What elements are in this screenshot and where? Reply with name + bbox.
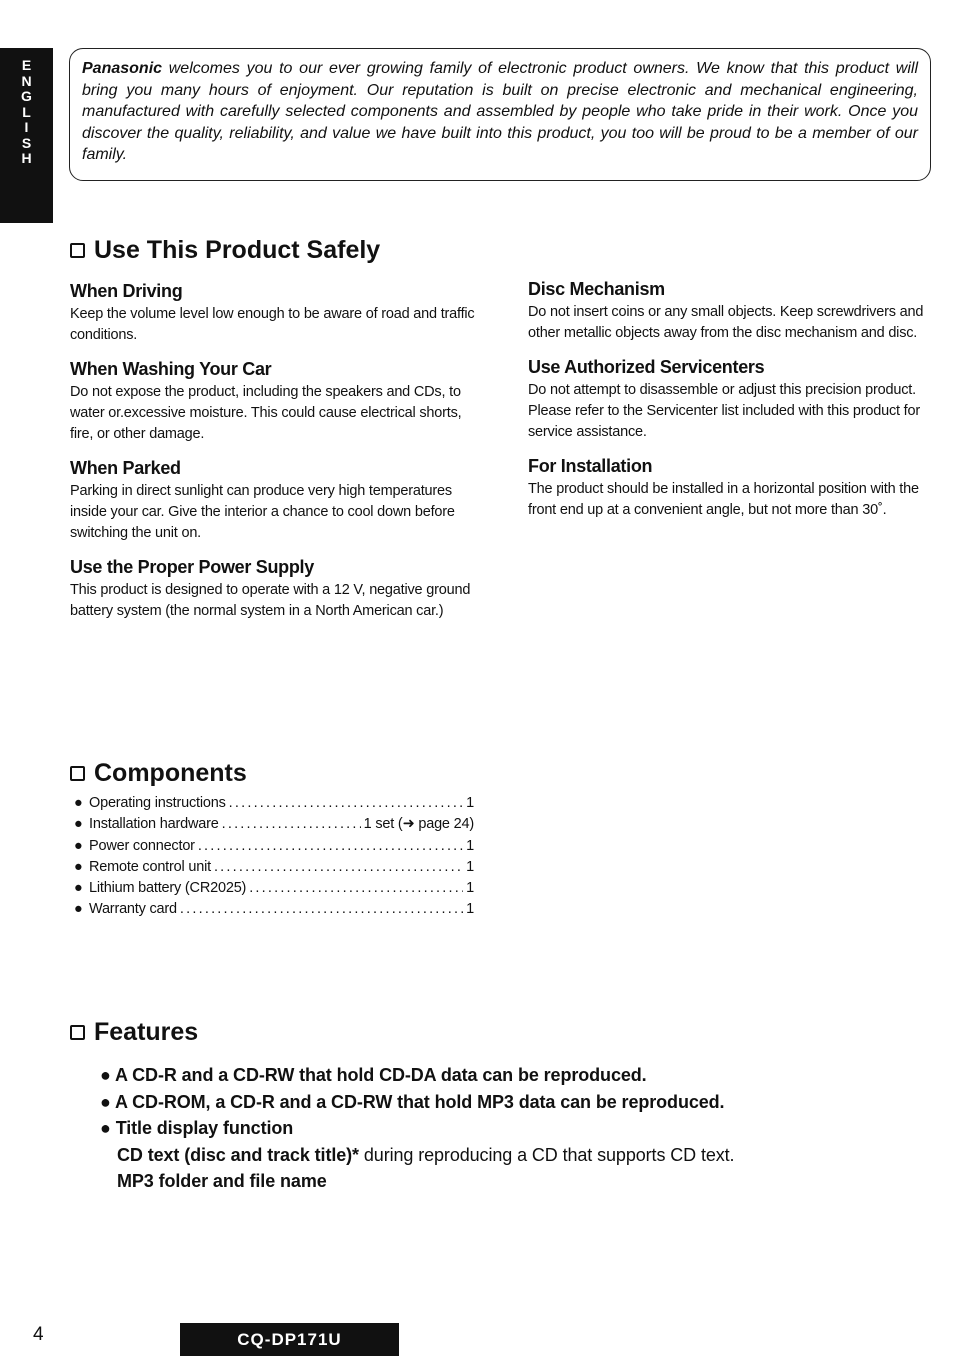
checkbox-icon <box>70 1025 85 1040</box>
components-list <box>74 793 474 921</box>
component-label: Power connector <box>89 837 195 854</box>
feature-text: A CD-R and a CD-RW that hold CD-DA data can be reproduced. <box>115 1065 647 1085</box>
component-quantity: 1 <box>466 795 474 811</box>
checkbox-icon <box>70 243 85 258</box>
bullet-icon: ● <box>74 901 83 918</box>
bullet-icon: ● <box>74 858 83 875</box>
feature-sub-bold: CD text (disc and track title)* <box>117 1144 359 1165</box>
feature-item <box>100 1115 900 1142</box>
feature-subitem <box>100 1168 900 1195</box>
component-quantity: 1 <box>466 837 474 854</box>
page-number: 4 <box>33 1324 44 1345</box>
item-heading: When Driving <box>70 281 183 301</box>
lang-letter: I <box>24 119 29 135</box>
safety-item <box>528 455 938 521</box>
list-item <box>74 878 474 899</box>
bullet-icon: ● <box>74 880 83 897</box>
bullet-icon: ● <box>74 795 83 811</box>
lang-letter: N <box>21 72 32 89</box>
lang-letter: G <box>21 88 32 104</box>
leader-dots <box>214 857 463 878</box>
component-label: Warranty card <box>89 901 177 918</box>
feature-text: Title display function <box>115 1118 294 1138</box>
feature-sub-text: MP3 folder and file name <box>117 1171 327 1191</box>
leader-dots <box>198 836 463 857</box>
welcome-body: welcomes you to our ever growing family of electronic product owners. We know that this product will bring you many hours of enjoyment. Our reputation is built on precise electronic and mechanical engineering, manufactured with carefully selected components and assembled by people who take pride in their work. Once you discover the quality, reliability, and value we have built into this product, you too will be proud to be a member of our family. <box>82 60 918 163</box>
brand-name: Panasonic <box>82 60 163 77</box>
item-body: Do not attempt to disassemble or adjust this precision product. Please refer to the Servicenter list included with this product for service assistance. <box>528 382 920 440</box>
safety-item <box>528 278 938 344</box>
item-heading: When Parked <box>70 458 181 478</box>
item-heading: When Washing Your Car <box>70 359 272 379</box>
feature-item <box>100 1062 900 1089</box>
item-heading: Use Authorized Servicenters <box>528 357 765 377</box>
model-label <box>180 1323 399 1356</box>
component-quantity: 1 <box>466 858 474 875</box>
list-item <box>74 836 474 857</box>
item-heading: For Installation <box>528 456 653 476</box>
component-label: Installation hardware <box>89 816 219 833</box>
features-section-title <box>70 1018 198 1047</box>
component-quantity: 1 <box>466 880 474 897</box>
list-item <box>74 899 474 920</box>
language-tab <box>0 48 53 223</box>
components-section-title <box>70 759 247 788</box>
item-body: Do not expose the product, including the speakers and CDs, to water or.excessive moisture. This could cause electrical shorts, fire, or other damage. <box>70 384 462 442</box>
safety-item <box>70 556 480 622</box>
leader-dots <box>222 814 361 835</box>
safety-item <box>70 280 480 346</box>
feature-text: A CD-ROM, a CD-R and a CD-RW that hold MP3 data can be reproduced. <box>115 1091 725 1112</box>
feature-item <box>100 1089 900 1116</box>
bullet-icon: ● <box>100 1065 116 1085</box>
component-quantity: 1 set (➜ page 24) <box>363 816 474 833</box>
safety-item <box>70 358 480 445</box>
component-label: Lithium battery (CR2025) <box>89 880 247 897</box>
lang-letter: H <box>21 150 32 166</box>
feature-subitem <box>100 1142 900 1169</box>
safety-item <box>528 356 938 443</box>
bullet-icon: ● <box>100 1118 116 1138</box>
item-body: Keep the volume level low enough to be aware of road and traffic conditions. <box>70 306 475 343</box>
model-text: CQ-DP171U <box>237 1329 342 1349</box>
feature-sub-normal: during reproducing a CD that supports CD text. <box>358 1144 735 1165</box>
lang-letter: E <box>21 57 32 73</box>
item-heading: Disc Mechanism <box>528 279 665 299</box>
list-item <box>74 814 474 835</box>
lang-letter: L <box>22 103 31 120</box>
item-body: Parking in direct sunlight can produce very high temperatures inside your car. Give the interior a chance to cool down before switching the unit on. <box>70 483 455 541</box>
bullet-icon: ● <box>74 816 83 833</box>
safety-item <box>70 457 480 544</box>
components-title-text: Components <box>94 759 247 787</box>
features-list <box>100 1062 900 1195</box>
item-body: The product should be installed in a horizontal position with the front end up at a convenient angle, but not more than 30˚. <box>528 481 919 518</box>
welcome-box <box>69 48 931 181</box>
safety-right-column <box>528 278 938 533</box>
leader-dots <box>229 793 463 814</box>
bullet-icon: ● <box>74 837 83 854</box>
component-quantity: 1 <box>466 901 474 918</box>
lang-letter: S <box>21 134 32 151</box>
component-label: Remote control unit <box>89 858 211 875</box>
item-body: Do not insert coins or any small objects. Keep screwdrivers and other metallic objects away from the disc mechanism and disc. <box>528 304 924 341</box>
leader-dots <box>249 878 463 899</box>
leader-dots <box>180 899 463 920</box>
checkbox-icon <box>70 766 85 781</box>
component-label: Operating instructions <box>89 795 226 811</box>
item-body: This product is designed to operate with a 12 V, negative ground battery system (the normal system in a North American car.) <box>70 582 471 619</box>
item-heading: Use the Proper Power Supply <box>70 557 314 577</box>
welcome-text <box>82 58 918 166</box>
safety-left-column <box>70 280 480 634</box>
safety-title-text: Use This Product Safely <box>94 236 381 264</box>
bullet-icon: ● <box>100 1091 116 1112</box>
list-item <box>74 793 474 814</box>
safety-section-title <box>70 236 380 265</box>
list-item <box>74 857 474 878</box>
features-title-text: Features <box>94 1018 199 1046</box>
